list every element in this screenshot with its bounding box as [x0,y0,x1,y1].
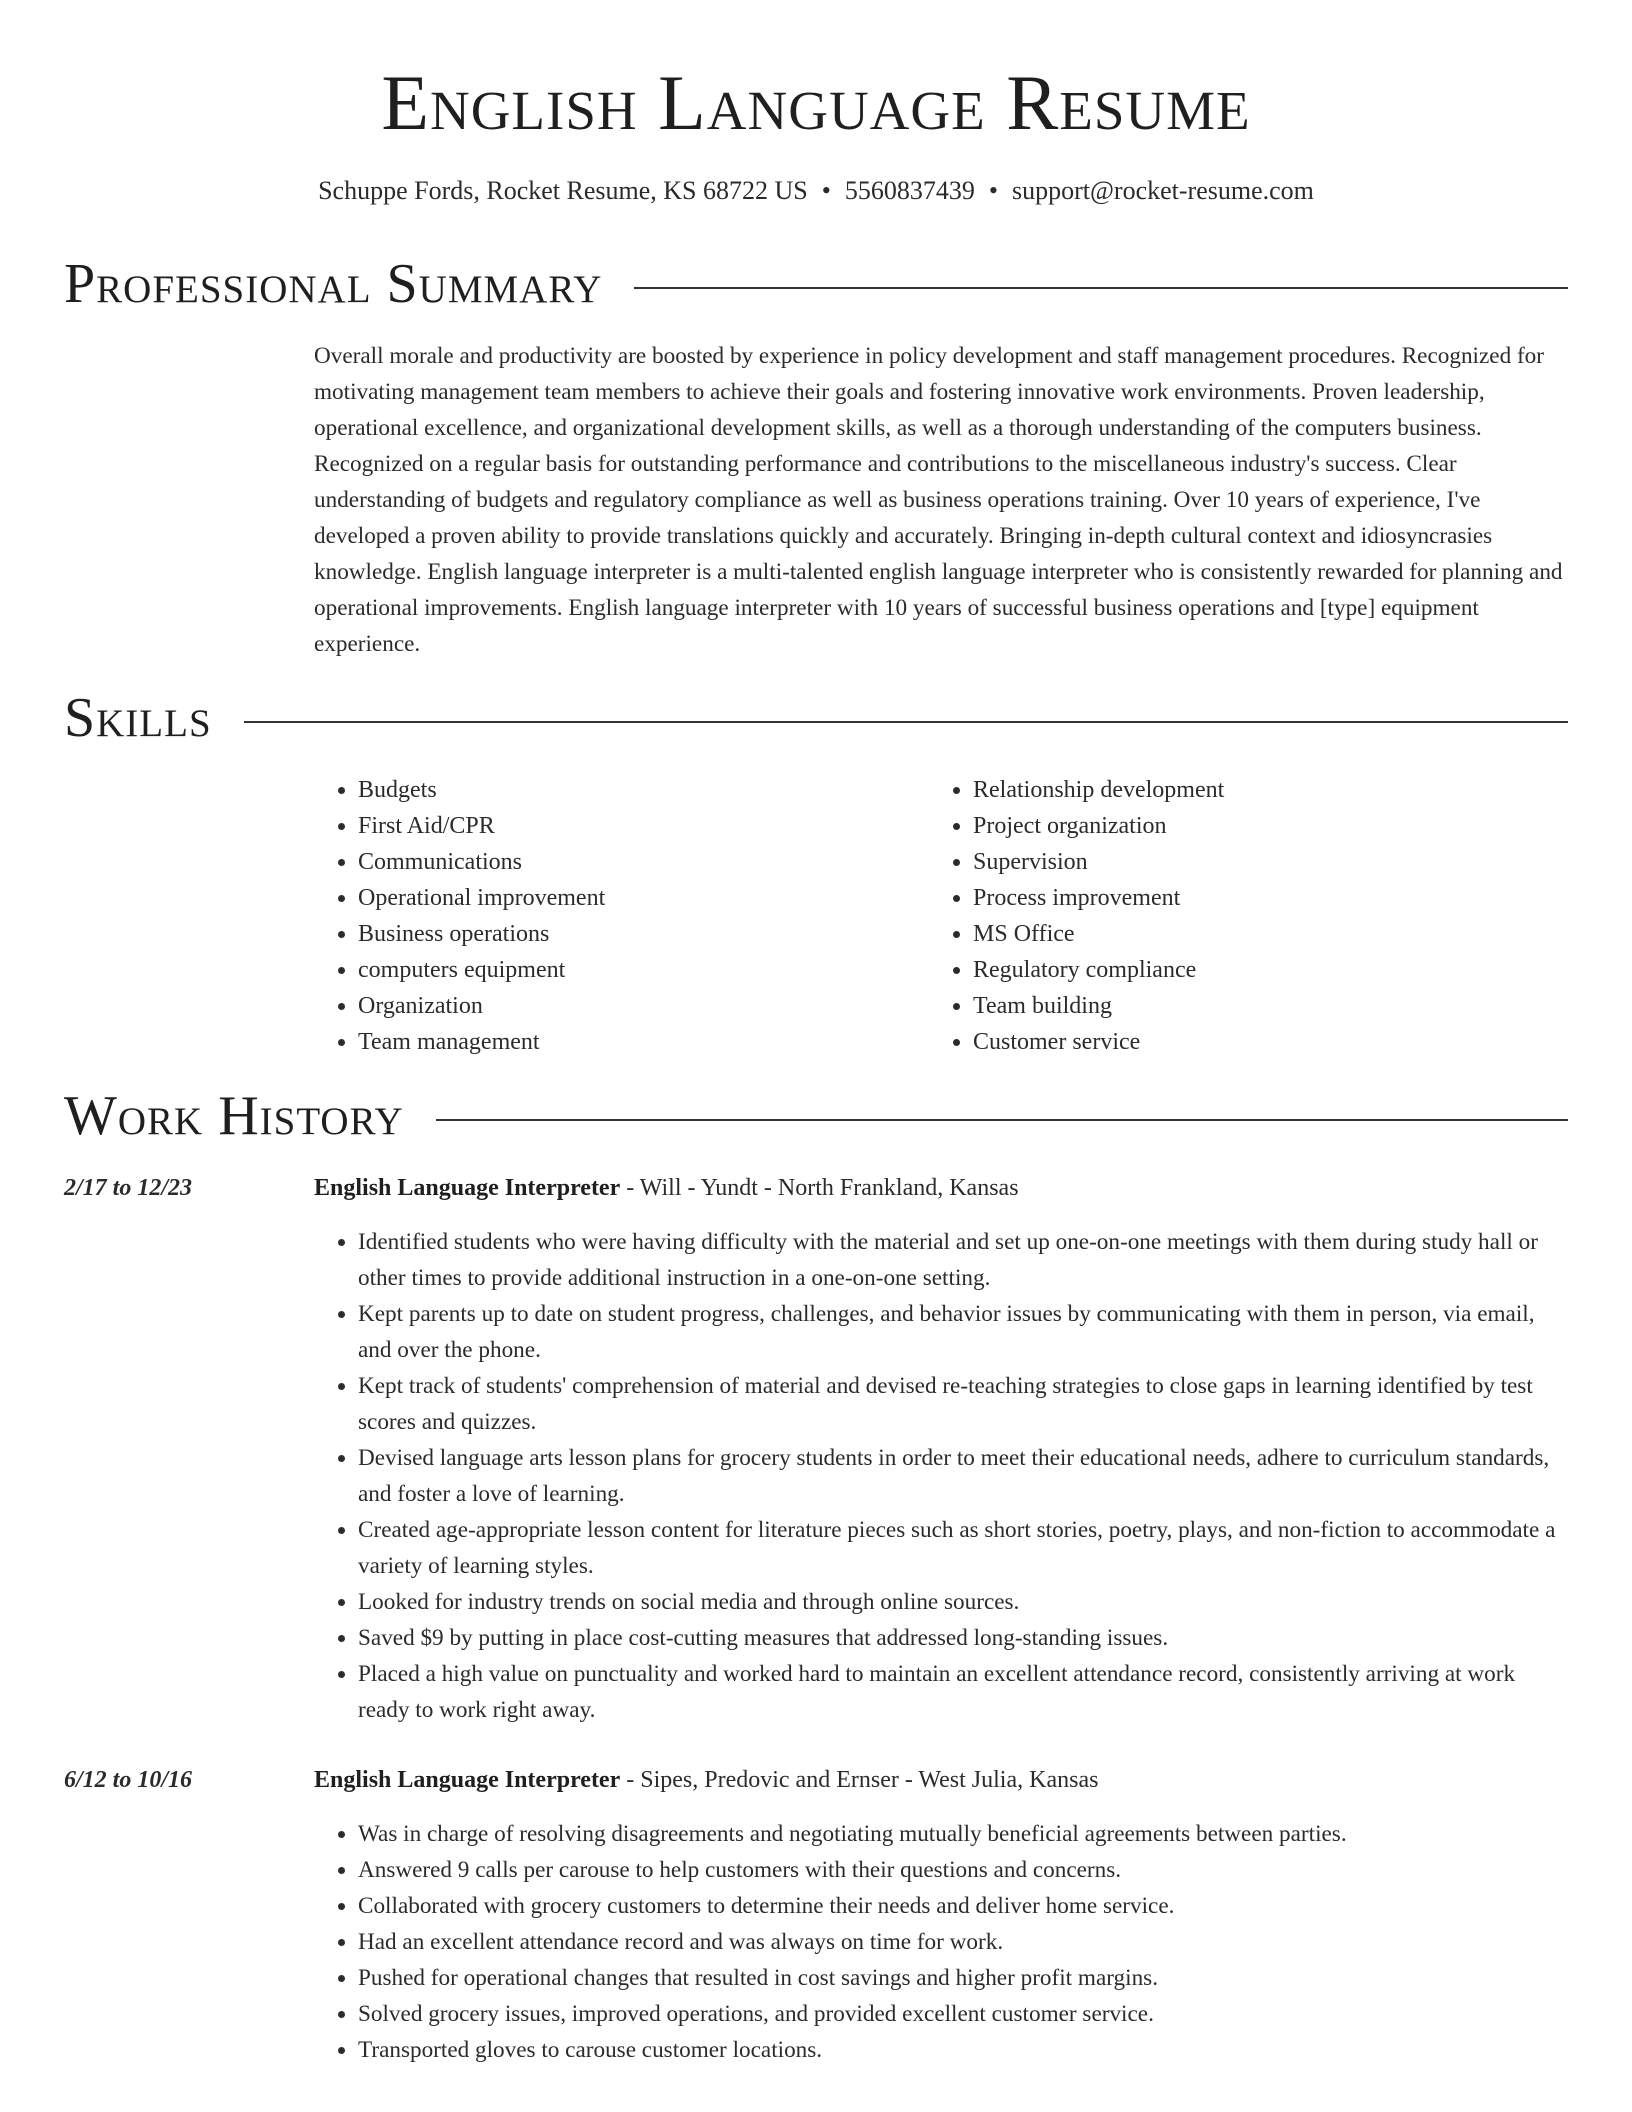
skills-section-header [64,686,1568,750]
skill-item: • Project organization [973,808,1544,844]
job-heading [314,1170,1568,1206]
summary-heading: Professional Summary [64,253,603,315]
job-duty: • Was in charge of resolving disagreements and negotiating mutually beneficial agreements between parties. [358,1816,1568,1852]
skill-item: • Customer service [973,1024,1544,1060]
job-duty: • Answered 9 calls per carouse to help customers with their questions and concerns. [358,1852,1568,1888]
job-title: English Language Interpreter [314,1767,621,1793]
skills-column-left [314,772,929,1060]
section-divider [436,1119,1568,1121]
skills-column-right [929,772,1544,1060]
job-duty: • Identified students who were having difficulty with the material and set up one-on-one meetings with them during study hall or other times to provide additional instruction in a one-on-one setting. [358,1224,1568,1296]
contact-address: Schuppe Fords, Rocket Resume, KS 68722 US [318,176,808,205]
job-duty: • Looked for industry trends on social media and through online sources. [358,1584,1568,1620]
job-dates: 6/12 to 10/16 [64,1767,193,1793]
skill-item: • Team management [358,1024,929,1060]
skill-item: • Process improvement [973,880,1544,916]
skill-item: • Relationship development [973,772,1544,808]
skill-item: • MS Office [973,916,1544,952]
job-duty: • Pushed for operational changes that resulted in cost savings and higher profit margins. [358,1960,1568,1996]
skills-heading: Skills [64,687,212,749]
contact-separator: • [988,176,998,205]
resume-name: English Language Resume [381,59,1251,146]
skill-item: • Budgets [358,772,929,808]
job-dates: 2/17 to 12/23 [64,1175,193,1201]
skills-list [314,772,1568,1060]
job-duty: • Created age-appropriate lesson content for literature pieces such as short stories, poetry, plays, and non-fiction to accommodate a variety of learning styles. [358,1512,1568,1584]
section-divider [634,287,1568,289]
skill-item: • Supervision [973,844,1544,880]
contact-email: support@rocket-resume.com [1011,176,1314,205]
summary-section-header [64,252,1568,316]
skill-item: • Team building [973,988,1544,1024]
job-duty: • Kept track of students' comprehension of material and devised re-teaching strategies to close gaps in learning identified by test scores and quizzes. [358,1368,1568,1440]
job-heading [314,1762,1568,1798]
job-duty: • Solved grocery issues, improved operations, and provided excellent customer service. [358,1996,1568,2032]
contact-line [0,174,1632,208]
skill-item: • First Aid/CPR [358,808,929,844]
job-duty: • Saved $9 by putting in place cost-cutting measures that addressed long-standing issues. [358,1620,1568,1656]
skill-item: • Business operations [358,916,929,952]
skill-item: • Organization [358,988,929,1024]
skill-item: • Regulatory compliance [973,952,1544,988]
job-title: English Language Interpreter [314,1175,621,1201]
job-duty: • Placed a high value on punctuality and worked hard to maintain an excellent attendance record, consistently arriving at work ready to work right away. [358,1656,1568,1728]
job-duty: • Transported gloves to carouse customer locations. [358,2032,1568,2068]
section-divider [244,721,1568,723]
work-section-header [64,1084,1568,1148]
job-duty: • Collaborated with grocery customers to determine their needs and deliver home service. [358,1888,1568,1924]
summary-text: Overall morale and productivity are boosted by experience in policy development and staff management procedures. Recognized for motivating management team members to achieve their goals and fostering innovative work environments. Proven leadership, operational excellence, and organizational development skills, as well as a thorough understanding of the computers business. Recognized on a regular basis for outstanding performance and contributions to the miscellaneous industry's success. Clear understanding of budgets and regulatory compliance as well as business operations training. Over 10 years of experience, I've developed a proven ability to provide translations quickly and accurately. Bringing in-depth cultural context and idiosyncrasies knowledge. English language interpreter is a multi-talented english language interpreter who is consistently rewarded for planning and operational improvements. English language interpreter with 10 years of successful business operations and [type] equipment experience. [314,343,1563,657]
job-employer: - Sipes, Predovic and Ernser - West Julia, Kansas [626,1767,1099,1793]
job-duty: • Devised language arts lesson plans for grocery students in order to meet their educational needs, adhere to curriculum standards, and foster a love of learning. [358,1440,1568,1512]
contact-separator: • [821,176,831,205]
skill-item: • Communications [358,844,929,880]
job-duties [314,1816,1568,2068]
job-duty: • Had an excellent attendance record and was always on time for work. [358,1924,1568,1960]
job-duties [314,1224,1568,1728]
skill-item: • Operational improvement [358,880,929,916]
contact-phone: 5560837439 [844,176,975,205]
job-employer: - Will - Yundt - North Frankland, Kansas [626,1175,1019,1201]
skill-item: • computers equipment [358,952,929,988]
work-heading: Work History [64,1085,404,1147]
job-duty: • Kept parents up to date on student progress, challenges, and behavior issues by communicating with them in person, via email, and over the phone. [358,1296,1568,1368]
